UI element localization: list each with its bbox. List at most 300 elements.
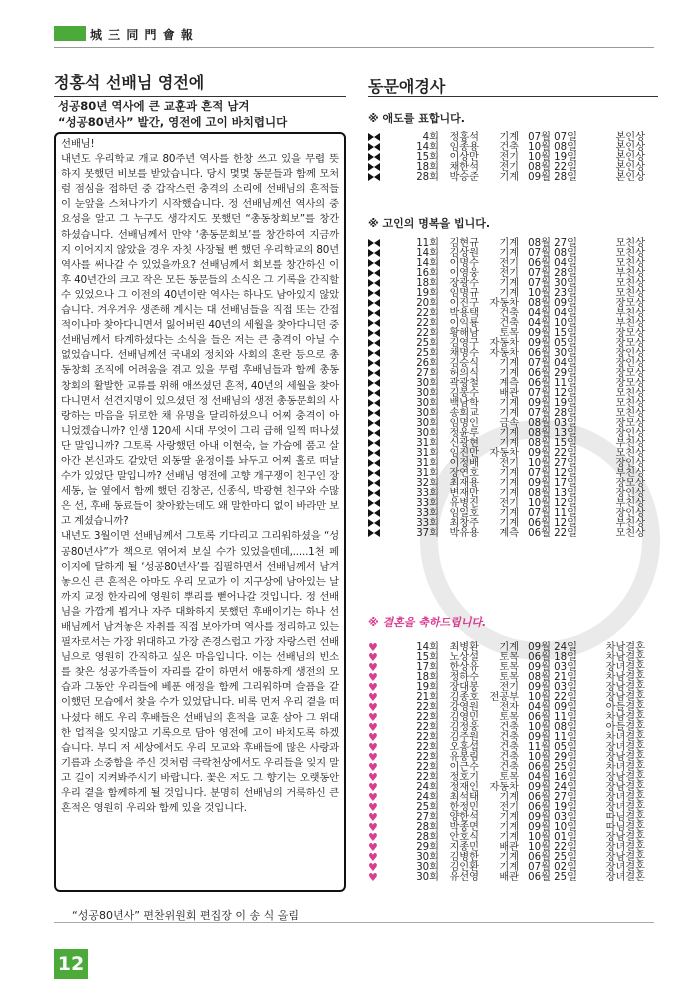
event-date: 07월 12일 <box>528 468 577 479</box>
relation: 장모상 <box>615 368 645 379</box>
department: 기계 <box>499 862 519 873</box>
class-number: 31회 <box>416 458 439 469</box>
relation: 본인상 <box>615 132 645 143</box>
department: 기계 <box>499 408 519 419</box>
relation: 따님결혼 <box>605 822 645 833</box>
heart-icon: ♥ <box>368 660 378 674</box>
news-title-rule <box>368 96 658 97</box>
event-date: 06월 27일 <box>528 792 577 803</box>
department: 기계 <box>499 852 519 863</box>
class-number: 22회 <box>416 712 439 723</box>
person-name: 김정웅 <box>449 722 479 733</box>
person-name: 장광수 <box>449 278 479 289</box>
event-date: 07월 08일 <box>528 248 577 259</box>
event-date: 07월 11일 <box>528 508 577 519</box>
memorial-letter-box <box>54 132 346 892</box>
class-number: 28회 <box>416 822 439 833</box>
relation: 부친상 <box>615 308 645 319</box>
class-number: 33회 <box>416 508 439 519</box>
event-date: 09월 15일 <box>528 328 577 339</box>
department: 토목 <box>499 712 519 723</box>
relation: 부친상 <box>615 468 645 479</box>
person-name: 채명수 <box>449 348 479 359</box>
heart-icon: ♥ <box>368 730 378 744</box>
department: 계측 <box>499 528 519 539</box>
class-number: 14회 <box>416 248 439 259</box>
event-date: 09월 19일 <box>528 398 577 409</box>
event-date: 08월 27일 <box>528 238 577 249</box>
wedding-heading: ※ 결혼을 축하드립니다. <box>368 616 487 629</box>
department: 건축 <box>499 762 519 773</box>
department: 토목 <box>499 328 519 339</box>
class-number: 27회 <box>416 812 439 823</box>
relation: 장인상 <box>615 488 645 499</box>
person-name: 황해남 <box>449 328 479 339</box>
department: 건축 <box>499 318 519 329</box>
heart-icon: ♥ <box>368 770 378 784</box>
person-name: 임명규 <box>449 288 479 299</box>
person-name: 지종민 <box>449 842 479 853</box>
department: 토목 <box>499 772 519 783</box>
department: 기계 <box>499 812 519 823</box>
person-name: 강영원 <box>449 702 479 713</box>
event-date: 10월 08일 <box>528 722 577 733</box>
person-name: 백남학 <box>449 398 479 409</box>
event-date: 09월 24일 <box>528 642 577 653</box>
event-date: 10월 22일 <box>528 692 577 703</box>
department: 전자 <box>499 702 519 713</box>
class-number: 22회 <box>416 772 439 783</box>
event-date: 06월 12일 <box>528 518 577 529</box>
department: 자동차 <box>489 338 519 349</box>
class-number: 15회 <box>416 152 439 163</box>
event-date: 10월 23일 <box>528 288 577 299</box>
department: 배관 <box>499 872 519 883</box>
person-name: 정재인 <box>449 782 479 793</box>
class-number: 20회 <box>416 298 439 309</box>
heart-icon: ♥ <box>368 790 378 804</box>
person-name: 김병한 <box>449 852 479 863</box>
list-item <box>368 173 658 183</box>
relation: 차남결혼 <box>605 712 645 723</box>
class-number: 14회 <box>416 642 439 653</box>
person-name: 최재용 <box>449 478 479 489</box>
department: 전기 <box>499 802 519 813</box>
page-number: 12 <box>54 949 88 979</box>
heart-icon: ♥ <box>368 690 378 704</box>
relation: 장녀결혼 <box>605 842 645 853</box>
person-name: 정윤루 <box>449 428 479 439</box>
department: 기계 <box>499 248 519 259</box>
class-number: 31회 <box>416 468 439 479</box>
class-number: 22회 <box>416 742 439 753</box>
news-section-title: 동문애경사 <box>368 77 446 96</box>
person-name: 이진구 <box>449 298 479 309</box>
department: 기계 <box>499 238 519 249</box>
department: 토목 <box>499 672 519 683</box>
relation: 장인상 <box>615 428 645 439</box>
class-number: 26회 <box>416 358 439 369</box>
department: 기계 <box>499 468 519 479</box>
department: 기계 <box>499 792 519 803</box>
relation: 모친상 <box>615 528 645 539</box>
memorial-letter-text: 선배님! 내년도 우리학교 개교 80주년 역사를 한창 쓰고 있을 무렵 뜻 하지 못했던 비보를 받았습니다. 당시 몇몇 동문들과 함께 모처럼 점심을 접하던 중 갑작스런 충격의 소리에 선배님의 흔적들이 눈앞을 스쳐나가기 시작했습니다. 정 선배님께선 역사의 중요성을 알고 그 누구도 생각지도 못했던 “총동창회보”를 창간하셨습니다. 선배님께서 만약 ‘총동문회보’를 창간하여 지금까지 이어지지 않았을 경우 자칫 사장될 뻔 했던 우리학교의 80년 역사를 써나갈 수 있었을까요? 선배님께서 회보를 창간하신 이후 40년간의 크고 작은 모든 동문들의 소식은 그 기록을 간직할 수 있었으나 그 이전의 40년이란 역사는 하나도 남아있지 않았습니다. 겨우겨우 생존해 계시는 대 선배님들을 직접 또는 간접적이나마 찾아다니면서 잃어버린 40년의 세월을 찾아다니던 중 선배님께서 타계하셨다는 소식을 들은 저는 큰 충격이 아닐 수 없었습니다. 선배님께선 국내외 정치와 사회의 혼란 등으로 총동창회 조직에 어려움을 겪고 있을 무렵 후배님들과 함께 총동창회의 활발한 교류를 위해 애쓰셨던 흔적, 40년의 세월을 찾아다니면서 선견지명이 있으셨던 정 선배님의 생전 총동문회의 사랑하는 마음을 뒤로한 채 유명을 달리하셨으니 어찌 충격이 아니었겠습니까? 인생 120세 시대 무엇이 그리 급해 일찍 떠나셨단 말입니까? 그토록 사랑했던 아내 이현숙, 늘 가슴에 품고 살아간 본신과도 같았던 외동딸 윤정이를 놔두고 어찌 홀로 떠날 수가 있었단 말입니까? 선배님 영전에 고향 개구쟁이 친구인 장세동, 늘 옆에서 함께 했던 김창곤, 신종식, 박광현 친구와 수많은 선, 후배 동료들이 찾아왔는데도 왜 말한마디 없이 바라만 보고 계셨습니까? 내년도 3월이면 선배님께서 그토록 기다리고 그리워하셨을 “성공80년사”가 책으로 엮어져 보실 수가 있었을텐데,.....1천 페이지에 달하게 될 ‘성공80년사’를 집필하면서 선배님께서 남겨놓으신 큰 흔적은 아마도 우리 모교가 이 지구상에 남아있는 날까지 교정 한자리에 영원히 뿌리를 뻗어나갈 것입니다. 정 선배님을 가깝게 뵙거나 자주 대화하지 못했던 후배이기는 하나 선배님께서 남겨놓은 자취를 직접 보아가며 역사를 정리하고 있는 필자로서는 가장 위대하고 가장 존경스럽고 가장 자랑스런 선배님으로 영원히 간직하고 싶은 마음입니다. 이는 선배님의 빈소를 찾은 성공가족들이 자리를 같이 하면서 애통하게 생전의 모습과 그동안 우리들에 베푼 애정을 함께 그리워하며 슬픔을 같이했던 모습에서 찾을 수가 있었답니다. 비록 먼저 우리 곁을 떠나셨다 해도 우리 후배들은 선배님의 흔적을 교훈 삼아 그 위대한 업적을 잊지않고 기록으로 담아 영전에 고이 바치도록 하겠습니다. 부디 저 세상에서도 우리 모교와 후배들에 많은 사랑과 기름과 소중함을 주신 것처럼 극락천상에서도 우리들을 잊지 말고 길이 지켜봐주시기 바랍니다. 꽃은 저도 그 향기는 오랫동안 우리 곁을 함께하게 될 것입니다. 분명히 선배님의 거룩하신 큰 흔적은 영원히 우리와 함께 있을 것입니다. <box>61 138 339 815</box>
relation: 본인상 <box>615 172 645 183</box>
event-date: 06월 30일 <box>528 348 577 359</box>
department: 자동차 <box>489 298 519 309</box>
relation: 모친상 <box>615 238 645 249</box>
relation: 부친상 <box>615 438 645 449</box>
relation: 장모상 <box>615 418 645 429</box>
article-title: 정홍석 선배님 영전에 <box>54 73 205 92</box>
person-name: 유병진 <box>449 498 479 509</box>
relation: 장모상 <box>615 378 645 389</box>
person-name: 송회교 <box>449 408 479 419</box>
relation: 본인상 <box>615 142 645 153</box>
heart-icon: ♥ <box>368 680 378 694</box>
bereavement-heading: ※ 고인의 명복을 빕니다. <box>368 217 490 230</box>
person-name: 임일호 <box>449 508 479 519</box>
relation: 장남결혼 <box>605 682 645 693</box>
event-date: 08월 15일 <box>528 438 577 449</box>
person-name: 채한석 <box>449 162 479 173</box>
event-date: 10월 19일 <box>528 152 577 163</box>
department: 전기 <box>499 258 519 269</box>
person-name: 정하수 <box>449 672 479 683</box>
class-number: 24회 <box>416 782 439 793</box>
class-number: 30회 <box>416 428 439 439</box>
class-number: 30회 <box>416 862 439 873</box>
event-date: 09월 03일 <box>528 682 577 693</box>
event-date: 09월 17일 <box>528 478 577 489</box>
event-date: 08월 13일 <box>528 428 577 439</box>
department: 전기 <box>499 162 519 173</box>
department: 전기 <box>499 498 519 509</box>
class-number: 32회 <box>416 478 439 489</box>
heart-icon: ♥ <box>368 850 378 864</box>
class-number: 22회 <box>416 762 439 773</box>
class-number: 22회 <box>416 702 439 713</box>
person-name: 박승준 <box>449 172 479 183</box>
person-name: 김승식 <box>449 358 479 369</box>
class-number: 14회 <box>416 258 439 269</box>
class-number: 18회 <box>416 278 439 289</box>
person-name: 김현규 <box>449 238 479 249</box>
class-number: 25회 <box>416 348 439 359</box>
department: 전기 <box>499 152 519 163</box>
event-date: 06월 25일 <box>528 762 577 773</box>
heart-icon: ♥ <box>368 800 378 814</box>
event-date: 08월 13일 <box>528 488 577 499</box>
class-number: 33회 <box>416 498 439 509</box>
relation: 장남결혼 <box>605 852 645 863</box>
department: 기계 <box>499 488 519 499</box>
class-number: 19회 <box>416 288 439 299</box>
relation: 장인상 <box>615 508 645 519</box>
person-name: 이익룡 <box>449 318 479 329</box>
class-number: 30회 <box>416 852 439 863</box>
person-name: 정호기 <box>449 772 479 783</box>
person-name: 김상원 <box>449 248 479 259</box>
person-name: 곽광철 <box>449 378 479 389</box>
event-date: 04월 16일 <box>528 772 577 783</box>
department: 건축 <box>499 722 519 733</box>
event-date: 07월 12일 <box>528 388 577 399</box>
event-date: 09월 24일 <box>528 782 577 793</box>
event-date: 09월 03일 <box>528 662 577 673</box>
heart-icon: ♥ <box>368 830 378 844</box>
event-date: 10월 12일 <box>528 498 577 509</box>
class-number: 30회 <box>416 388 439 399</box>
list-item <box>368 529 658 539</box>
event-date: 06월 04일 <box>528 258 577 269</box>
relation: 장인상 <box>615 458 645 469</box>
heart-icon: ♥ <box>368 810 378 824</box>
department: 기계 <box>499 438 519 449</box>
event-date: 07월 07일 <box>528 132 577 143</box>
department: 기계 <box>499 518 519 529</box>
person-name: 양한석 <box>449 812 479 823</box>
event-date: 08월 09일 <box>528 298 577 309</box>
class-number: 21회 <box>416 692 439 703</box>
event-date: 10월 27일 <box>528 458 577 469</box>
heart-icon: ♥ <box>368 780 378 794</box>
relation: 장남결혼 <box>605 692 645 703</box>
condolence-list <box>368 133 658 183</box>
event-date: 06월 19일 <box>528 802 577 813</box>
person-name: 변재만 <box>449 488 479 499</box>
event-date: 09월 10일 <box>528 822 577 833</box>
relation: 모친상 <box>615 278 645 289</box>
event-date: 09월 28일 <box>528 172 577 183</box>
class-number: 28회 <box>416 172 439 183</box>
department: 계측 <box>499 378 519 389</box>
class-number: 14회 <box>416 142 439 153</box>
department: 기계 <box>499 288 519 299</box>
heart-icon: ♥ <box>368 870 378 884</box>
person-name: 최석태 <box>449 792 479 803</box>
person-name: 이명수 <box>449 258 479 269</box>
department: 토목 <box>499 662 519 673</box>
relation: 부친상 <box>615 498 645 509</box>
bereavement-list <box>368 239 658 539</box>
class-number: 22회 <box>416 328 439 339</box>
event-date: 10월 29일 <box>528 752 577 763</box>
relation: 모친상 <box>615 288 645 299</box>
event-date: 06월 22일 <box>528 528 577 539</box>
event-date: 06월 11일 <box>528 712 577 723</box>
class-number: 28회 <box>416 832 439 843</box>
relation: 부친상 <box>615 318 645 329</box>
event-date: 06월 25일 <box>528 852 577 863</box>
class-number: 22회 <box>416 732 439 743</box>
class-number: 22회 <box>416 318 439 329</box>
class-number: 30회 <box>416 398 439 409</box>
person-name: 이정배 <box>449 458 479 469</box>
event-date: 07월 02일 <box>528 862 577 873</box>
department: 건축 <box>499 142 519 153</box>
class-number: 22회 <box>416 308 439 319</box>
department: 자동차 <box>489 782 519 793</box>
department: 기계 <box>499 832 519 843</box>
department: 전기 <box>499 682 519 693</box>
person-name: 김주원 <box>449 732 479 743</box>
event-date: 07월 04일 <box>528 358 577 369</box>
event-date: 08월 21일 <box>528 672 577 683</box>
relation: 장모상 <box>615 478 645 489</box>
event-date: 10월 01일 <box>528 832 577 843</box>
person-name: 임명인 <box>449 418 479 429</box>
class-number: 31회 <box>416 438 439 449</box>
person-name: 이상만 <box>449 152 479 163</box>
class-number: 15회 <box>416 652 439 663</box>
department: 건축 <box>499 752 519 763</box>
department: 기계 <box>499 642 519 653</box>
relation: 모친상 <box>615 258 645 269</box>
event-date: 06월 11일 <box>528 378 577 389</box>
header-divider <box>54 47 654 48</box>
heart-icon: ♥ <box>368 860 378 874</box>
department: 건축 <box>499 742 519 753</box>
relation: 장녀결혼 <box>605 862 645 873</box>
header-green-mark <box>54 26 86 41</box>
person-name: 이근수 <box>449 762 479 773</box>
event-date: 04월 09일 <box>528 702 577 713</box>
department: 기계 <box>499 368 519 379</box>
relation: 장남결혼 <box>605 772 645 783</box>
relation: 차녀결혼 <box>605 732 645 743</box>
class-number: 33회 <box>416 488 439 499</box>
person-name: 오홍섭 <box>449 742 479 753</box>
class-number: 19회 <box>416 682 439 693</box>
relation: 장인상 <box>615 348 645 359</box>
relation: 따님결혼 <box>605 812 645 823</box>
class-number: 22회 <box>416 722 439 733</box>
list-item <box>368 870 658 884</box>
class-number: 29회 <box>416 842 439 853</box>
wedding-list <box>368 640 658 884</box>
relation: 모친상 <box>615 398 645 409</box>
relation: 본인상 <box>615 162 645 173</box>
relation: 부친상 <box>615 268 645 279</box>
event-date: 08월 03일 <box>528 418 577 429</box>
department: 기계 <box>499 478 519 489</box>
person-name: 박유용 <box>449 528 479 539</box>
event-date: 10월 22일 <box>528 842 577 853</box>
article-subtitle-2: “성공80년사” 발간, 영전에 고이 바치렵니다 <box>58 115 288 129</box>
relation: 모친상 <box>615 408 645 419</box>
event-date: 09월 03일 <box>528 812 577 823</box>
department: 건축 <box>499 308 519 319</box>
person-name: 장대봉 <box>449 682 479 693</box>
person-name: 한정민 <box>449 802 479 813</box>
event-date: 07월 28일 <box>528 268 577 279</box>
event-date: 04월 04일 <box>528 308 577 319</box>
relation: 차남결혼 <box>605 672 645 683</box>
event-date: 07월 28일 <box>528 408 577 419</box>
footer-divider <box>54 922 654 923</box>
class-number: 22회 <box>416 752 439 763</box>
class-number: 4회 <box>422 132 439 143</box>
person-name: 안호식 <box>449 832 479 843</box>
relation: 차남결혼 <box>605 642 645 653</box>
department: 건축 <box>499 732 519 743</box>
relation: 차녀결혼 <box>605 762 645 773</box>
class-number: 18회 <box>416 672 439 683</box>
department: 기계 <box>499 822 519 833</box>
class-number: 24회 <box>416 792 439 803</box>
person-name: 장연호 <box>449 468 479 479</box>
relation: 장남결혼 <box>605 782 645 793</box>
heart-icon: ♥ <box>368 740 378 754</box>
relation: 장인상 <box>615 358 645 369</box>
person-name: 임종용 <box>449 142 479 153</box>
heart-icon: ♥ <box>368 750 378 764</box>
heart-icon: ♥ <box>368 650 378 664</box>
relation: 장녀결혼 <box>605 802 645 813</box>
relation: 장녀결혼 <box>605 872 645 883</box>
article-subtitle-1: 성공80년 역사에 큰 교훈과 흔적 남겨 <box>58 99 250 113</box>
department: 배관 <box>499 842 519 853</box>
department: 기계 <box>499 358 519 369</box>
class-number: 11회 <box>416 238 439 249</box>
class-number: 27회 <box>416 368 439 379</box>
event-date: 09월 05일 <box>528 338 577 349</box>
person-name: 유선영 <box>449 872 479 883</box>
heart-icon: ♥ <box>368 840 378 854</box>
event-date: 07월 30일 <box>528 278 577 289</box>
department: 기계 <box>499 172 519 183</box>
department: 전기 <box>499 268 519 279</box>
event-date: 10월 08일 <box>528 142 577 153</box>
event-date: 09월 11일 <box>528 732 577 743</box>
class-number: 31회 <box>416 448 439 459</box>
event-date: 08월 22일 <box>528 162 577 173</box>
event-date: 04월 10일 <box>528 318 577 329</box>
class-number: 37회 <box>416 528 439 539</box>
department: 기계 <box>499 428 519 439</box>
department: 기계 <box>499 398 519 409</box>
department: 전공부 <box>489 692 519 703</box>
person-name: 임진만 <box>449 448 479 459</box>
bowtie-icon <box>368 529 408 540</box>
department: 기계 <box>499 278 519 289</box>
department: 금속 <box>499 418 519 429</box>
relation: 본인상 <box>615 152 645 163</box>
event-date: 06월 18일 <box>528 652 577 663</box>
relation: 아들결혼 <box>605 722 645 733</box>
person-name: 김영민 <box>449 712 479 723</box>
person-name: 한상유 <box>449 662 479 673</box>
class-number: 25회 <box>416 338 439 349</box>
heart-icon: ♥ <box>368 760 378 774</box>
relation: 장모상 <box>615 298 645 309</box>
heart-icon: ♥ <box>368 710 378 724</box>
event-date: 11월 05일 <box>528 742 577 753</box>
relation: 장남결혼 <box>605 832 645 843</box>
heart-icon: ♥ <box>368 640 378 654</box>
person-name: 정홍석 <box>449 132 479 143</box>
relation: 아들결혼 <box>605 702 645 713</box>
class-number: 17회 <box>416 662 439 673</box>
class-number: 18회 <box>416 162 439 173</box>
person-name: 신광현 <box>449 438 479 449</box>
heart-icon: ♥ <box>368 720 378 734</box>
department: 기계 <box>499 508 519 519</box>
person-name: 김인환 <box>449 862 479 873</box>
person-name: 김종호 <box>449 692 479 703</box>
department: 자동차 <box>489 348 519 359</box>
